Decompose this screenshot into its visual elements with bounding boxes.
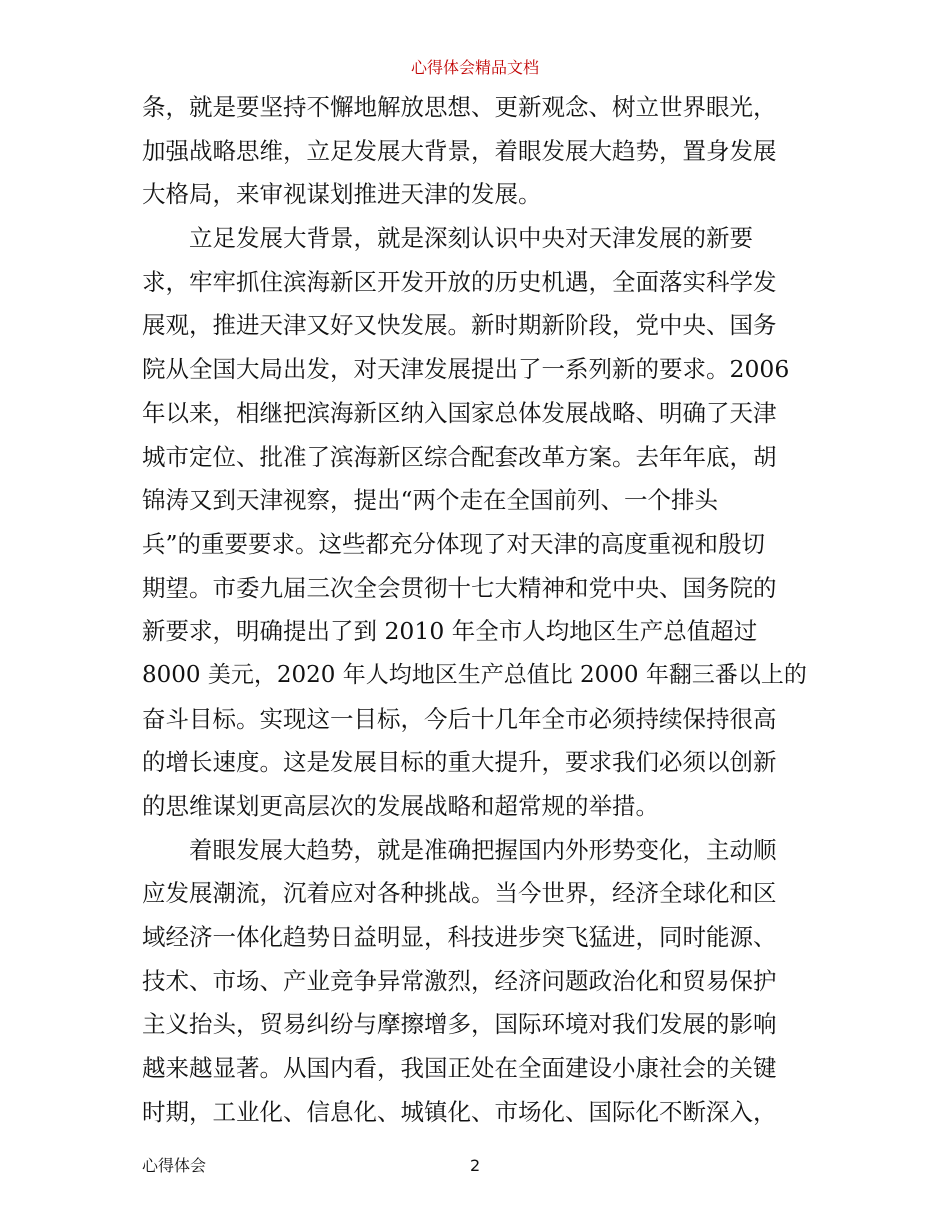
text-line: 求，牢牢抓住滨海新区开发开放的历史机遇，全面落实科学发: [142, 267, 777, 296]
page-number: 2: [470, 1156, 481, 1175]
text-line: 域经济一体化趋势日益明显，科技进步突飞猛进，同时能源、: [142, 923, 777, 952]
text-line: 时期，工业化、信息化、城镇化、市场化、国际化不断深入，: [142, 1097, 777, 1126]
text-line: 城市定位、批准了滨海新区综合配套改革方案。去年年底，胡: [142, 442, 777, 471]
text-line: 着眼发展大趋势，就是准确把握国内外形势变化，主动顺: [189, 835, 777, 864]
text-line: 条，就是要坚持不懈地解放思想、更新观念、树立世界眼光，: [142, 93, 777, 121]
text-line: 技术、市场、产业竞争异常激烈，经济问题政治化和贸易保护: [142, 966, 777, 995]
text-line: 期望。市委九届三次全会贯彻十七大精神和党中央、国务院的: [142, 573, 777, 602]
page-header-title: 心得体会精品文档: [410, 58, 539, 77]
text-line: 院从全国大局出发，对天津发展提出了一系列新的要求。2006: [142, 355, 790, 384]
text-line: 展观，推进天津又好又快发展。新时期新阶段，党中央、国务: [142, 311, 777, 340]
text-line: 越来越显著。从国内看，我国正处在全面建设小康社会的关键: [142, 1054, 777, 1083]
text-line: 奋斗目标。实现这一目标，今后十几年全市必须持续保持很高: [142, 704, 777, 733]
text-line: 年以来，相继把滨海新区纳入国家总体发展战略、明确了天津: [142, 398, 777, 427]
footer-label: 心得体会: [142, 1156, 207, 1175]
text-line: 锦涛又到天津视察，提出“两个走在全国前列、一个排头: [142, 486, 719, 515]
text-line: 立足发展大背景，就是深刻认识中央对天津发展的新要: [189, 224, 753, 253]
text-line: 应发展潮流，沉着应对各种挑战。当今世界，经济全球化和区: [142, 879, 777, 908]
text-line: 8000 美元，2020 年人均地区生产总值比 2000 年翻三番以上的: [142, 661, 807, 688]
text-line: 主义抬头，贸易纠纷与摩擦增多，国际环境对我们发展的影响: [142, 1010, 777, 1039]
text-line: 新要求，明确提出了到 2010 年全市人均地区生产总值超过: [142, 617, 758, 646]
text-line: 大格局，来审视谋划推进天津的发展。: [142, 180, 542, 209]
text-line: 的思维谋划更高层次的发展战略和超常规的举措。: [142, 792, 659, 820]
text-line: 加强战略思维，立足发展大背景，着眼发展大趋势，置身发展: [142, 136, 777, 165]
text-line: 兵”的重要要求。这些都充分体现了对天津的高度重视和殷切: [142, 529, 766, 558]
document-body: [142, 86, 812, 1135]
text-line: 的增长速度。这是发展目标的重大提升，要求我们必须以创新: [142, 748, 777, 777]
